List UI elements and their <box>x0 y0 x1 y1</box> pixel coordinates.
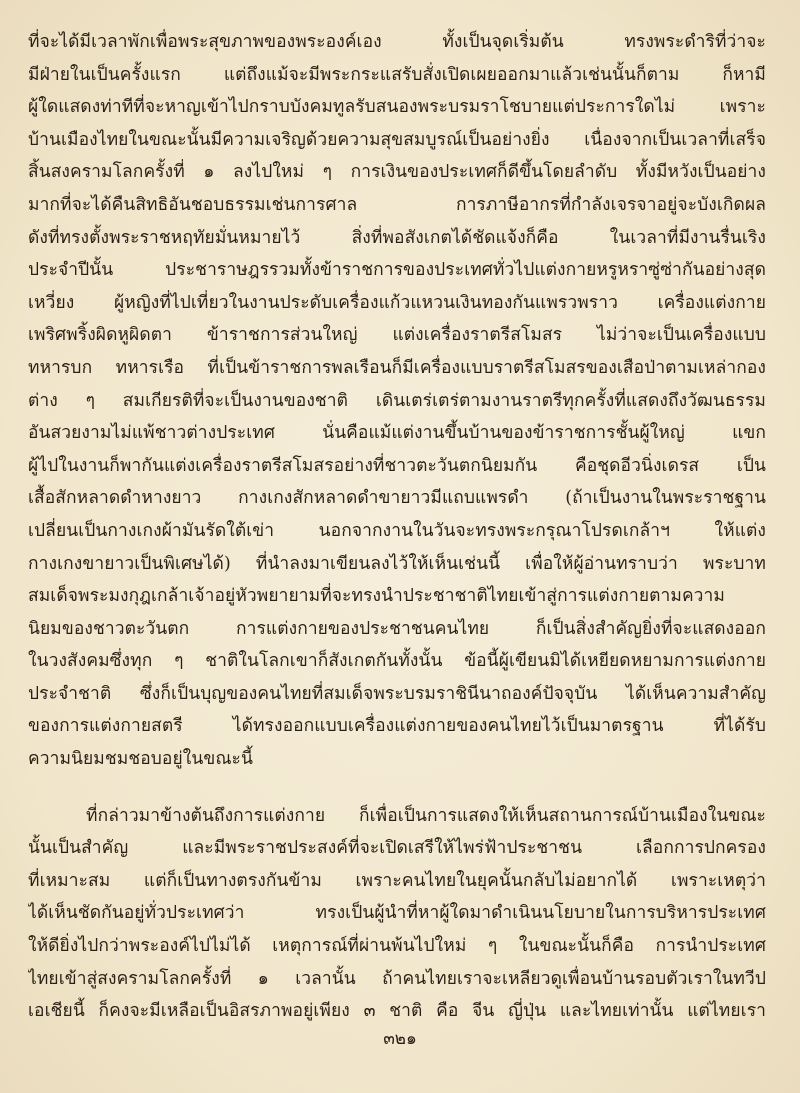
text-line: เปลี่ยนเป็นกางเกงผ้ามันรัดใต้เข่า นอกจากงานในวันจะทรงพระกรุณาโปรดเกล้าฯ ให้แต่ง <box>28 520 766 541</box>
text-line: ในวงสังคมซึ่งทุก ๆ ชาติในโลกเขาก็สังเกตกันทั้งนั้น ข้อนี้ผู้เขียนมิได้เหยียดหยามการแต่งกาย <box>28 651 766 672</box>
text-line-last: ความนิยมชมชอบอยู่ในขณะนี้ <box>28 749 253 770</box>
text-line: สมเด็จพระมงกุฎเกล้าเจ้าอยู่หัวพยายามที่จะทรงนำประชาชาติไทยเข้าสู่การแต่งกายตามความ <box>28 586 725 607</box>
text-line: ประจำชาติ ซึ่งก็เป็นบุญของคนไทยที่สมเด็จพระบรมราชินีนาถองค์ปัจจุบัน ได้เห็นความสำคัญ <box>28 683 766 704</box>
text-line: ทหารบก ทหารเรือ ที่เป็นข้าราชการพลเรือนก็มีเครื่องแบบราตรีสโมสรของเสือป่าตามเหล่ากอง <box>28 357 766 378</box>
text-line: ประจำปีนั้น ประชาราษฎรรวมทั้งข้าราชการของประเทศทั่วไปแต่งกายหรูหราซู่ซ่ากันอย่างสุด <box>28 260 766 281</box>
text-line: อันสวยงามไม่แพ้ชาวต่างประเทศ นั่นคือแม้แต่งานขึ้นบ้านของข้าราชการชั้นผู้ใหญ่ แขก <box>28 423 766 444</box>
text-line: ได้เห็นชัดกันอยู่ทั่วประเทศว่า ทรงเป็นผู้นำที่หาผู้ใดมาดำเนินนโยบายในการบริหารประเทศ <box>28 903 766 924</box>
text-line: เพริศพริ้งผิดหูผิดตา ข้าราชการส่วนใหญ่ แต่งเครื่องราตรีสโมสร ไม่ว่าจะเป็นเครื่องแบบ <box>28 325 766 346</box>
text-line: ที่เหมาะสม แต่ก็เป็นทางตรงกันข้าม เพราะคนไทยในยุคนั้นกลับไม่อยากได้ เพราะเหตุว่า <box>28 870 766 891</box>
text-line: บ้านเมืองไทยในขณะนั้นมีความเจริญด้วยความสุขสมบูรณ์เป็นอย่างยิ่ง เนื่องจากเป็นเวลาที่เสร็จ <box>28 129 766 150</box>
text-line: ให้ดียิ่งไปกว่าพระองค์ไปไม่ได้ เหตุการณ์ที่ผ่านพ้นไปใหม่ ๆ ในขณะนั้นก็คือ การนำประเทศ <box>28 936 766 957</box>
text-line: ผู้ไปในงานก็พากันแต่งเครื่องราตรีสโมสรอย่างที่ชาวตะวันตกนิยมกัน คือชุดอีวนิ่งเดรส เป็น <box>28 455 766 476</box>
text-line: เหวี่ยง ผู้หญิงที่ไปเที่ยวในงานประดับเครื่องแก้วแหวนเงินทองกันแพรวพราว เครื่องแต่งกาย <box>28 292 766 313</box>
text-line: นิยมของชาวตะวันตก การแต่งกายของประชาชนคนไทย ก็เป็นสิ่งสำคัญยิ่งที่จะแสดงออก <box>28 618 766 639</box>
text-line: ไทยเข้าสู่สงครามโลกครั้งที่ ๑ เวลานั้น ถ้าคนไทยเราจะเหลียวดูเพื่อนบ้านรอบตัวเราในทวีป <box>28 968 766 989</box>
text-line: มีฝ่ายในเป็นครั้งแรก แต่ถึงแม้จะมีพระกระแสรับสั่งเปิดเผยออกมาแล้วเช่นนั้นก็ตาม ก็หามี <box>28 64 766 85</box>
text-line: กางเกงขายาวเป็นพิเศษได้) ที่นำลงมาเขียนลงไว้ให้เห็นเช่นนี้ เพื่อให้ผู้อ่านทราบว่า พระบาท <box>28 553 766 574</box>
page-number: ๓๒๑ <box>383 1029 417 1049</box>
text-line: สิ้นสงครามโลกครั้งที่ ๑ ลงไปใหม่ ๆ การเงินของประเทศก็ดีขึ้นโดยลำดับ ทั้งมีหวังเป็นอย่าง <box>28 162 766 183</box>
text-line: มากที่จะได้คืนสิทธิอันชอบธรรมเช่นการศาล การภาษีอากรที่กำลังเจรจาอยู่จะบังเกิดผล <box>28 194 766 215</box>
text-line-indented: ที่กล่าวมาข้างต้นถึงการแต่งกาย ก็เพื่อเป็นการแสดงให้เห็นสถานการณ์บ้านเมืองในขณะ <box>86 805 766 826</box>
paragraph-2 <box>28 800 766 1028</box>
text-line: ดังที่ทรงตั้งพระราชหฤทัยมั่นหมายไว้ สิ่งที่พอสังเกตได้ชัดแจ้งก็คือ ในเวลาที่มีงานรื่นเริง <box>28 227 766 248</box>
text-line: เสื้อสักหลาดดำหางยาว กางเกงสักหลาดดำขายาวมีแถบแพรดำ (ถ้าเป็นงานในพระราชฐาน <box>28 488 766 509</box>
text-line: ผู้ใดแสดงท่าทีที่จะหาญเข้าไปกราบบังคมทูลรับสนองพระบรมราโชบายแต่ประการใดไม่ เพราะ <box>28 97 766 118</box>
text-line: เอเชียนี้ ก็คงจะมีเหลือเป็นอิสรภาพอยู่เพียง ๓ ชาติ คือ จีน ญี่ปุ่น และไทยเท่านั้น แต่ไทยเรา <box>28 1001 766 1022</box>
text-line: ต่าง ๆ สมเกียรติที่จะเป็นงานของชาติ เดินเตร่เตร่ตามงานราตรีทุกครั้งที่แสดงถึงวัฒนธรรม <box>28 390 766 411</box>
text-line: ที่จะได้มีเวลาพักเพื่อพระสุขภาพของพระองค์เอง ทั้งเป็นจุดเริ่มต้น ทรงพระดำริที่ว่าจะ <box>28 32 766 52</box>
text-line: นั้นเป็นสำคัญ และมีพระราชประสงค์ที่จะเปิดเสรีให้ไพร่ฟ้าประชาชน เลือกการปกครอง <box>28 838 766 859</box>
paragraph-1 <box>28 26 766 776</box>
text-line: ของการแต่งกายสตรี ได้ทรงออกแบบเครื่องแต่งกายของคนไทยไว้เป็นมาตรฐาน ที่ได้รับ <box>28 716 766 737</box>
